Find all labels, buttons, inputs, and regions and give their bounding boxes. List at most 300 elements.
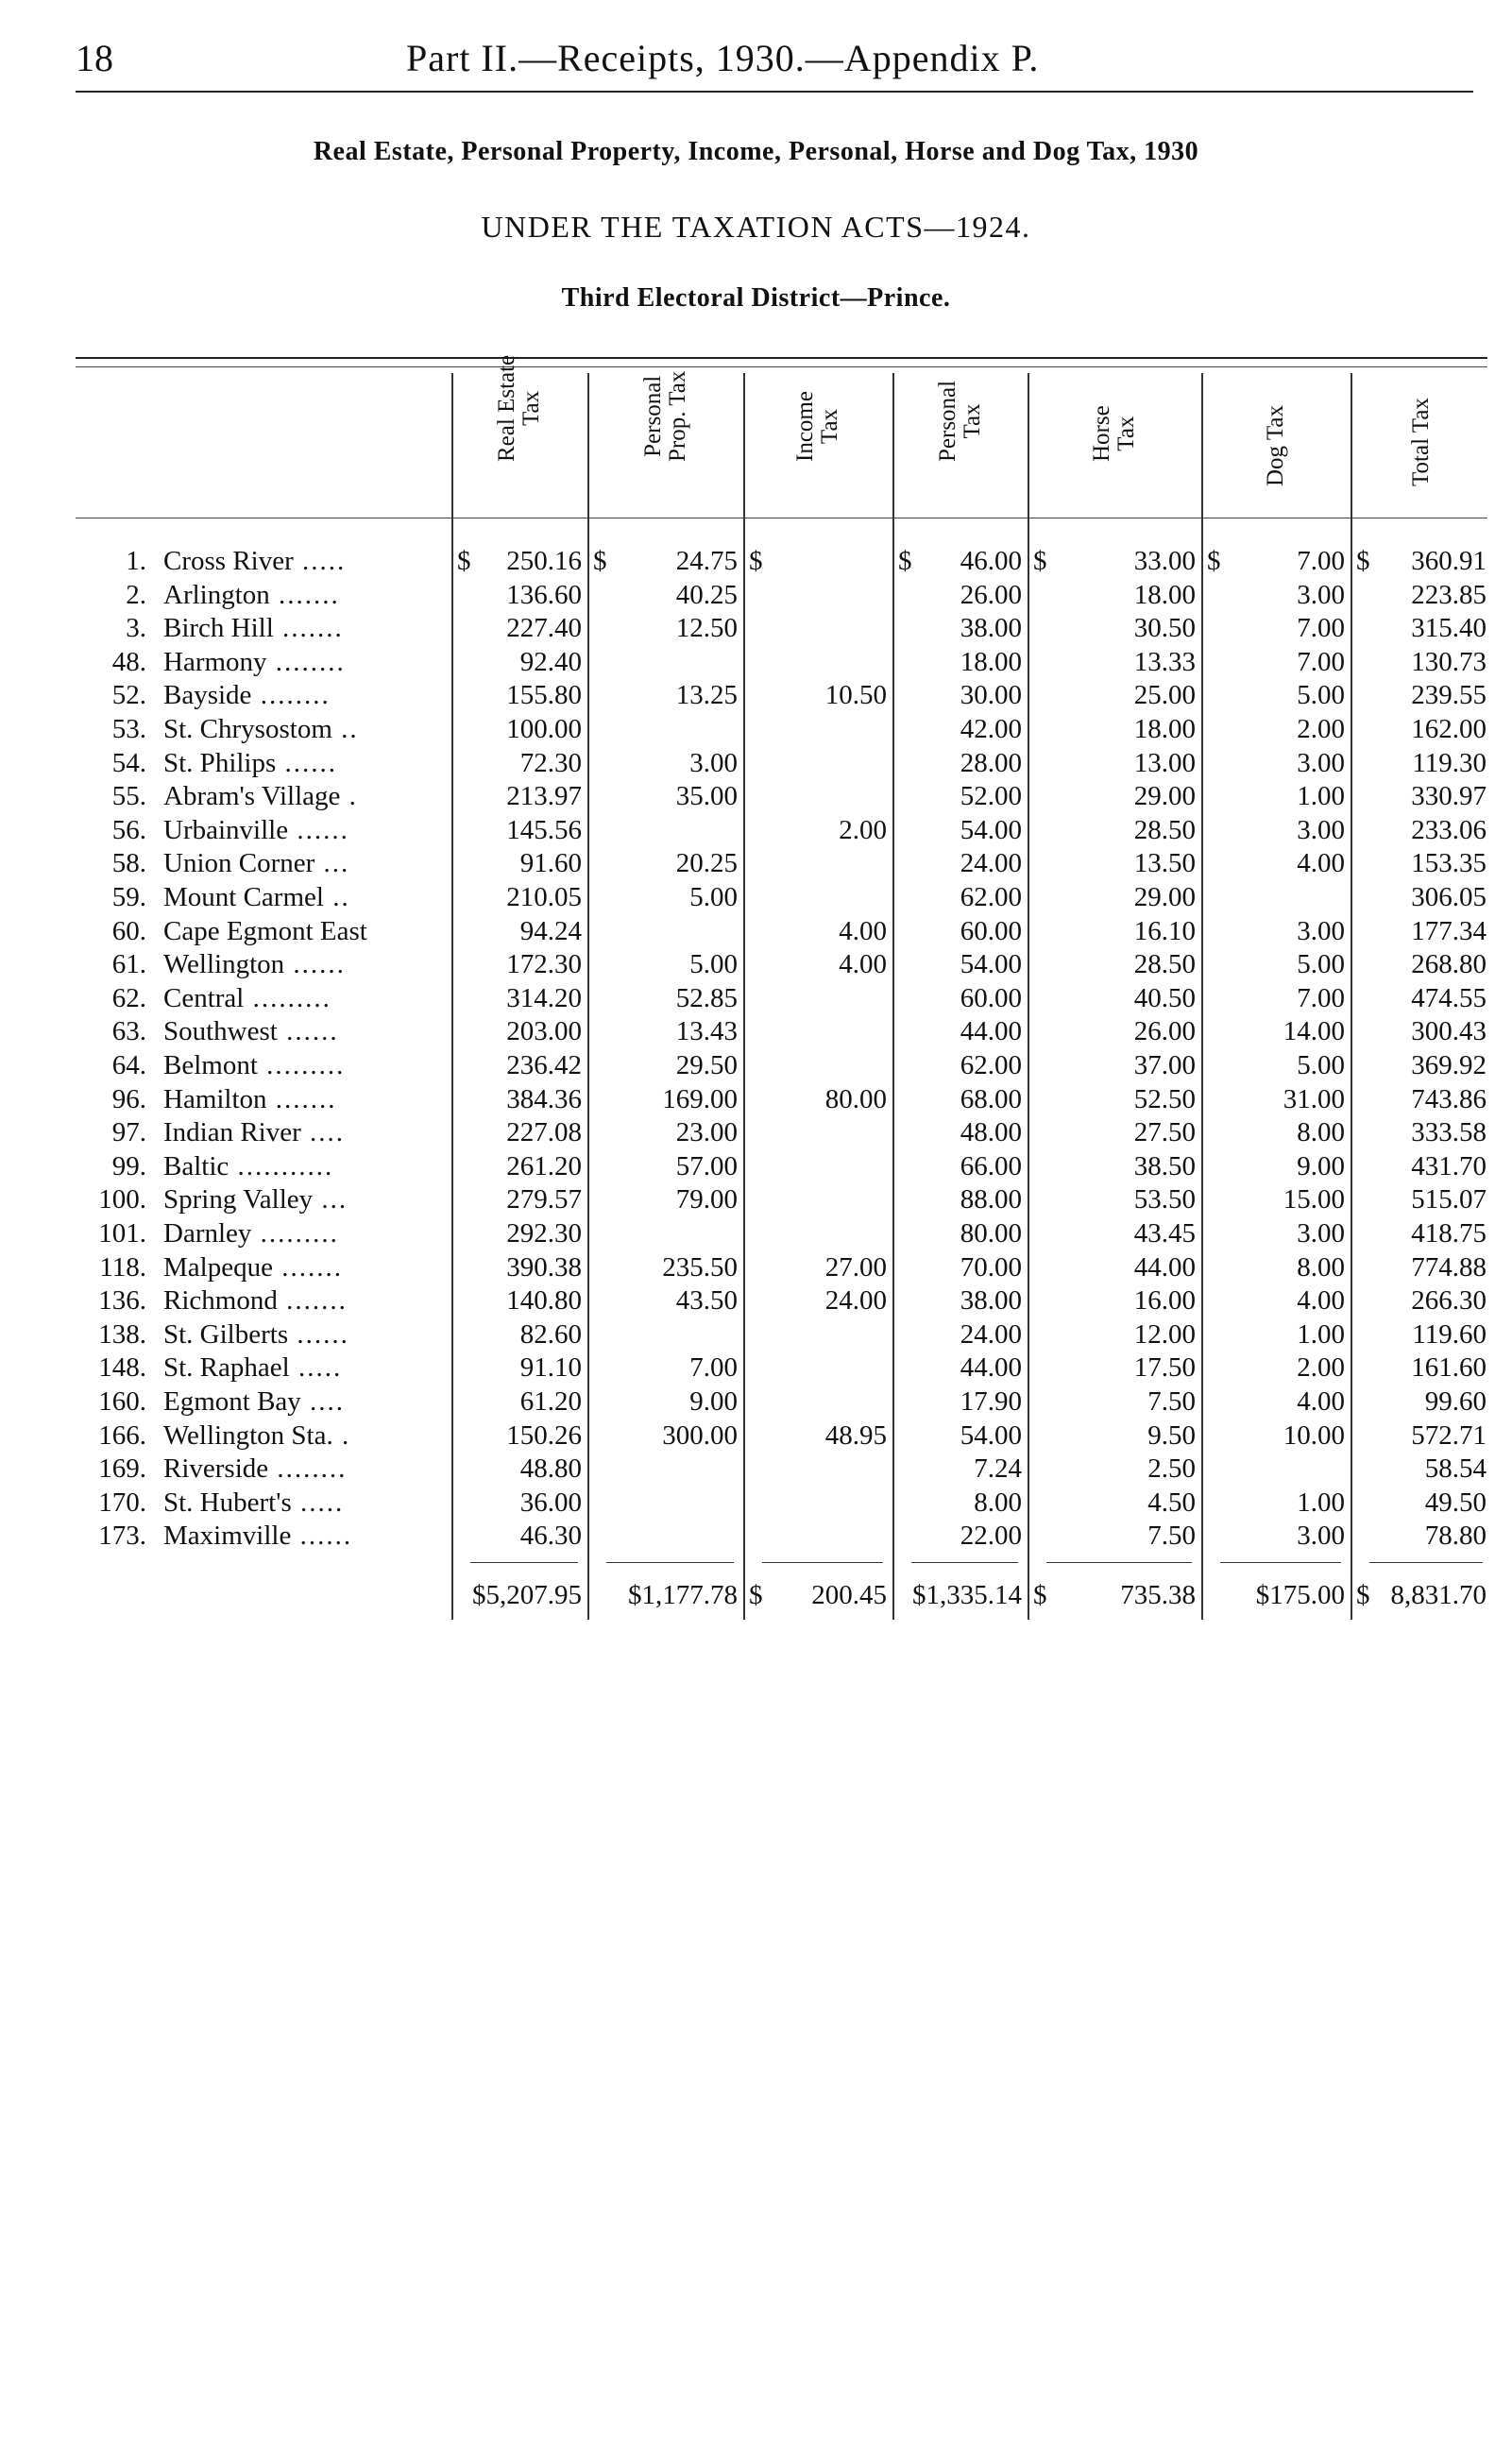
dot-leader: ....... xyxy=(266,1083,337,1114)
column-header xyxy=(743,371,892,511)
cell-real: 250.16 xyxy=(506,546,582,576)
column-header-line: Tax xyxy=(518,390,544,426)
cell-dog: 4.00 xyxy=(1297,848,1345,879)
cell-dog: 7.00 xyxy=(1297,646,1345,677)
cell-prop: 57.00 xyxy=(675,1150,738,1181)
cell-horse: 13.33 xyxy=(1133,646,1196,677)
cell-horse: 27.50 xyxy=(1133,1117,1196,1148)
table-top-rule xyxy=(76,357,1487,359)
total-prop: $1,177.78 xyxy=(628,1580,738,1610)
dot-leader: ........... xyxy=(229,1150,334,1181)
cell-horse: 28.50 xyxy=(1133,949,1196,980)
row-number: 59. xyxy=(111,882,146,912)
cell-dog: 15.00 xyxy=(1283,1184,1345,1215)
column-header-label xyxy=(1409,398,1434,486)
cell-income: 27.00 xyxy=(824,1251,887,1283)
district-name xyxy=(163,815,447,846)
cell-dog: 5.00 xyxy=(1297,949,1345,980)
cell-dog: 1.00 xyxy=(1297,1318,1345,1350)
column-header xyxy=(587,371,743,511)
totals-rule xyxy=(1046,1562,1192,1563)
cell-prop: 52.85 xyxy=(675,982,738,1013)
cell-real: 210.05 xyxy=(506,882,582,912)
cell-income: 48.95 xyxy=(824,1419,887,1451)
table-row xyxy=(0,1521,1512,1554)
cell-dog: 3.00 xyxy=(1297,747,1345,778)
column-header xyxy=(451,354,587,511)
district-name xyxy=(163,1420,447,1452)
cell-horse: 44.00 xyxy=(1133,1251,1196,1283)
cell-dog: 5.00 xyxy=(1297,680,1345,711)
cell-horse: 26.00 xyxy=(1133,1016,1196,1047)
dot-leader: ....... xyxy=(277,1285,348,1317)
row-number: 169. xyxy=(98,1453,146,1485)
cell-prop: 40.25 xyxy=(675,579,738,610)
row-number: 54. xyxy=(111,747,146,778)
cell-personal: 80.00 xyxy=(960,1218,1022,1249)
cell-dog: 3.00 xyxy=(1297,579,1345,610)
table-row xyxy=(0,916,1512,949)
column-header-line: Tax xyxy=(959,403,985,439)
district-name xyxy=(163,983,447,1014)
cell-total: 315.40 xyxy=(1411,613,1487,644)
cell-prop: 43.50 xyxy=(675,1285,738,1317)
cell-personal: 60.00 xyxy=(960,982,1022,1013)
cell-horse: 12.00 xyxy=(1133,1318,1196,1350)
district-name xyxy=(163,949,447,980)
dollar-sign: $ xyxy=(898,546,912,576)
cell-personal: 30.00 xyxy=(960,680,1022,711)
district-name xyxy=(163,916,447,947)
cell-personal: 62.00 xyxy=(960,882,1022,912)
row-number: 48. xyxy=(111,646,146,677)
cell-real: 390.38 xyxy=(506,1251,582,1283)
cell-income: 4.00 xyxy=(839,949,887,980)
cell-personal: 88.00 xyxy=(960,1184,1022,1215)
dot-leader: ..... xyxy=(289,1352,343,1384)
district-name xyxy=(163,1453,447,1485)
cell-horse: 52.50 xyxy=(1133,1083,1196,1114)
table-row xyxy=(0,1184,1512,1217)
district-name-text: Malpeque xyxy=(163,1251,273,1283)
cell-income: 4.00 xyxy=(839,915,887,946)
cell-prop: 5.00 xyxy=(689,949,738,980)
column-header-label xyxy=(641,371,690,462)
cell-dog: 1.00 xyxy=(1297,781,1345,812)
totals-rule xyxy=(911,1562,1018,1563)
cell-real: 384.36 xyxy=(506,1083,582,1114)
table-row xyxy=(0,1386,1512,1419)
cell-total: 369.92 xyxy=(1411,1050,1487,1080)
cell-dog: 31.00 xyxy=(1283,1083,1345,1114)
column-header xyxy=(1351,371,1492,511)
district-name-text: Riverside xyxy=(163,1453,269,1485)
cell-horse: 7.50 xyxy=(1147,1521,1196,1552)
district-name-text: Central xyxy=(163,982,245,1013)
table-row xyxy=(0,1016,1512,1049)
cell-total: 333.58 xyxy=(1411,1117,1487,1148)
table-title: Real Estate, Personal Property, Income, Personal, Horse and Dog Tax, 1930 xyxy=(313,137,1199,166)
district-name xyxy=(163,1218,447,1249)
running-title: Part II.—Receipts, 1930.—Appendix P. xyxy=(406,37,1040,79)
cell-dog: 3.00 xyxy=(1297,1521,1345,1552)
cell-horse: 40.50 xyxy=(1133,982,1196,1013)
table-row xyxy=(0,546,1512,579)
cell-dog: 10.00 xyxy=(1283,1419,1345,1451)
district-name-text: Egmont Bay xyxy=(163,1386,301,1417)
cell-dog: 7.00 xyxy=(1297,982,1345,1013)
district-name xyxy=(163,781,447,812)
table-row xyxy=(0,1285,1512,1318)
district-name-text: Mount Carmel xyxy=(163,882,324,912)
cell-real: 172.30 xyxy=(506,949,582,980)
cell-dog: 2.00 xyxy=(1297,1352,1345,1384)
table-row xyxy=(0,748,1512,781)
cell-total: 431.70 xyxy=(1411,1150,1487,1181)
row-number: 148. xyxy=(98,1352,146,1384)
dot-leader: ... xyxy=(313,1184,348,1215)
cell-real: 72.30 xyxy=(519,747,582,778)
row-number: 3. xyxy=(126,613,146,644)
district-name xyxy=(163,680,447,711)
cell-total: 233.06 xyxy=(1411,814,1487,845)
district-name xyxy=(163,613,447,644)
cell-horse: 16.10 xyxy=(1133,915,1196,946)
cell-total: 49.50 xyxy=(1424,1487,1487,1518)
cell-prop: 29.50 xyxy=(675,1050,738,1080)
district-name-text: St. Hubert's xyxy=(163,1487,292,1518)
cell-prop: 13.43 xyxy=(675,1016,738,1047)
cell-dog: 4.00 xyxy=(1297,1285,1345,1317)
cell-real: 227.08 xyxy=(506,1117,582,1148)
cell-personal: 68.00 xyxy=(960,1083,1022,1114)
cell-prop: 300.00 xyxy=(662,1419,738,1451)
district-name-text: St. Raphael xyxy=(163,1352,290,1384)
district-name xyxy=(163,1352,447,1384)
district-name xyxy=(163,882,447,913)
cell-personal: 28.00 xyxy=(960,747,1022,778)
cell-total: 78.80 xyxy=(1424,1521,1487,1552)
cell-personal: 44.00 xyxy=(960,1352,1022,1384)
dollar-sign: $ xyxy=(593,546,607,576)
cell-personal: 17.90 xyxy=(960,1386,1022,1417)
row-number: 166. xyxy=(98,1419,146,1451)
cell-dog: 3.00 xyxy=(1297,814,1345,845)
cell-personal: 26.00 xyxy=(960,579,1022,610)
cell-horse: 13.00 xyxy=(1133,747,1196,778)
cell-total: 306.05 xyxy=(1411,882,1487,912)
district-name-text: Indian River xyxy=(163,1117,301,1148)
district-name xyxy=(163,1016,447,1047)
cell-total: 330.97 xyxy=(1411,781,1487,812)
district-name-text: Darnley xyxy=(163,1218,252,1249)
district-name xyxy=(163,1151,447,1182)
row-number: 101. xyxy=(98,1218,146,1249)
district-name-text: Richmond xyxy=(163,1285,278,1317)
cell-horse: 29.00 xyxy=(1133,882,1196,912)
row-number: 170. xyxy=(98,1487,146,1518)
row-number: 160. xyxy=(98,1386,146,1417)
cell-real: 46.30 xyxy=(519,1521,582,1552)
cell-income: 10.50 xyxy=(824,680,887,711)
totals-rule xyxy=(762,1562,883,1563)
column-header-line: Dog Tax xyxy=(1263,405,1288,486)
row-number: 53. xyxy=(111,714,146,744)
dot-leader: ......... xyxy=(244,982,331,1013)
cell-dog: 4.00 xyxy=(1297,1386,1345,1417)
cell-prop: 169.00 xyxy=(662,1083,738,1114)
table-row xyxy=(0,1050,1512,1083)
cell-dog: 3.00 xyxy=(1297,1218,1345,1249)
cell-personal: 54.00 xyxy=(960,1419,1022,1451)
cell-real: 94.24 xyxy=(519,915,582,946)
table-row xyxy=(0,1151,1512,1184)
cell-personal: 22.00 xyxy=(960,1521,1022,1552)
table-row xyxy=(0,1352,1512,1385)
district-name xyxy=(163,647,447,678)
row-number: 138. xyxy=(98,1318,146,1350)
cell-horse: 37.00 xyxy=(1133,1050,1196,1080)
cell-prop: 23.00 xyxy=(675,1117,738,1148)
cell-prop: 9.00 xyxy=(689,1386,738,1417)
column-header-line: Personal xyxy=(934,380,960,462)
head-rule xyxy=(76,91,1473,93)
dot-leader: ......... xyxy=(251,1218,339,1249)
cell-personal: 8.00 xyxy=(974,1487,1022,1518)
cell-personal: 54.00 xyxy=(960,814,1022,845)
cell-income: 2.00 xyxy=(839,814,887,845)
cell-total: 119.60 xyxy=(1412,1318,1487,1350)
row-number: 64. xyxy=(111,1050,146,1080)
column-header-line: Prop. Tax xyxy=(664,370,690,462)
cell-personal: 48.00 xyxy=(960,1117,1022,1148)
total-sign: $ xyxy=(749,1580,763,1610)
cell-prop: 79.00 xyxy=(675,1184,738,1215)
cell-income: 24.00 xyxy=(824,1285,887,1317)
total-real: $5,207.95 xyxy=(472,1580,582,1610)
table-top-rule-thin xyxy=(76,366,1487,367)
cell-total: 266.30 xyxy=(1411,1285,1487,1317)
cell-dog: 9.00 xyxy=(1297,1150,1345,1181)
cell-real: 279.57 xyxy=(506,1184,582,1215)
row-number: 58. xyxy=(111,848,146,879)
cell-horse: 4.50 xyxy=(1147,1487,1196,1518)
cell-total: 162.00 xyxy=(1411,714,1487,744)
cell-personal: 24.00 xyxy=(960,1318,1022,1350)
cell-personal: 66.00 xyxy=(960,1150,1022,1181)
district-name-text: St. Philips xyxy=(163,747,277,778)
district-name-text: Urbainville xyxy=(163,814,289,845)
district-name xyxy=(163,1386,447,1418)
cell-prop: 24.75 xyxy=(675,546,738,576)
dot-leader: ...... xyxy=(277,1016,339,1047)
district-name-text: Cape Egmont East xyxy=(163,915,367,946)
district-name xyxy=(163,848,447,879)
dollar-sign: $ xyxy=(457,546,471,576)
district-name-text: Cross River xyxy=(163,546,294,576)
cell-dog: 7.00 xyxy=(1297,546,1345,576)
district-name xyxy=(163,1117,447,1148)
cell-real: 145.56 xyxy=(506,814,582,845)
district-name-text: Union Corner xyxy=(163,848,315,879)
dot-leader: ........ xyxy=(268,1453,348,1485)
district-heading: Third Electoral District—Prince. xyxy=(561,283,951,313)
column-header-label xyxy=(495,355,544,462)
dot-leader: .. xyxy=(331,714,359,744)
total-personal: $1,335.14 xyxy=(912,1580,1022,1610)
dot-leader: ... xyxy=(314,848,350,879)
dot-leader: ...... xyxy=(276,747,338,778)
table-row xyxy=(0,647,1512,680)
district-name xyxy=(163,546,447,577)
cell-horse: 53.50 xyxy=(1133,1184,1196,1215)
column-header-line: Income xyxy=(792,391,818,462)
dot-leader: ..... xyxy=(293,546,347,576)
district-name xyxy=(163,1050,447,1081)
table-row xyxy=(0,1218,1512,1251)
cell-dog: 8.00 xyxy=(1297,1251,1345,1283)
cell-real: 136.60 xyxy=(506,579,582,610)
cell-dog: 1.00 xyxy=(1297,1487,1345,1518)
table-row xyxy=(0,983,1512,1016)
table-row xyxy=(0,613,1512,646)
cell-total: 300.43 xyxy=(1411,1016,1487,1047)
cell-real: 61.20 xyxy=(519,1386,582,1417)
district-name-text: Birch Hill xyxy=(163,613,274,644)
cell-total: 161.60 xyxy=(1411,1352,1487,1384)
totals-rule xyxy=(470,1562,578,1563)
district-name xyxy=(163,1521,447,1552)
cell-horse: 18.00 xyxy=(1133,579,1196,610)
total-sign: $ xyxy=(1033,1580,1047,1610)
cell-real: 150.26 xyxy=(506,1419,582,1451)
totals-rule xyxy=(1369,1562,1483,1563)
cell-real: 292.30 xyxy=(506,1218,582,1249)
cell-horse: 28.50 xyxy=(1133,814,1196,845)
cell-total: 239.55 xyxy=(1411,680,1487,711)
row-number: 60. xyxy=(111,915,146,946)
cell-real: 314.20 xyxy=(506,982,582,1013)
dot-leader: ...... xyxy=(288,1318,349,1350)
dot-leader: ........ xyxy=(251,680,331,711)
district-name xyxy=(163,748,447,779)
district-name-text: Hamilton xyxy=(163,1083,267,1114)
cell-prop: 5.00 xyxy=(689,882,738,912)
cell-real: 236.42 xyxy=(506,1050,582,1080)
cell-prop: 20.25 xyxy=(675,848,738,879)
dot-leader: ...... xyxy=(291,1521,353,1552)
dot-leader: .... xyxy=(300,1386,346,1417)
cell-total: 474.55 xyxy=(1411,982,1487,1013)
row-number: 56. xyxy=(111,814,146,845)
cell-total: 418.75 xyxy=(1411,1218,1487,1249)
cell-personal: 62.00 xyxy=(960,1050,1022,1080)
district-name-text: Arlington xyxy=(163,579,270,610)
dot-leader: . xyxy=(340,781,358,812)
district-name-text: Wellington xyxy=(163,949,285,980)
table-row xyxy=(0,815,1512,848)
cell-horse: 9.50 xyxy=(1147,1419,1196,1451)
table-row xyxy=(0,680,1512,713)
cell-total: 360.91 xyxy=(1411,546,1487,576)
dot-leader: . xyxy=(332,1419,351,1451)
cell-personal: 18.00 xyxy=(960,646,1022,677)
cell-prop: 13.25 xyxy=(675,680,738,711)
district-name xyxy=(163,714,447,745)
row-number: 62. xyxy=(111,982,146,1013)
cell-horse: 29.00 xyxy=(1133,781,1196,812)
table-row xyxy=(0,949,1512,982)
cell-total: 119.30 xyxy=(1412,747,1487,778)
cell-dog: 7.00 xyxy=(1297,613,1345,644)
cell-horse: 25.00 xyxy=(1133,680,1196,711)
district-name xyxy=(163,1487,447,1519)
district-name xyxy=(163,1252,447,1283)
dot-leader: ....... xyxy=(272,1251,343,1283)
row-number: 97. xyxy=(111,1117,146,1148)
cell-dog: 14.00 xyxy=(1283,1016,1345,1047)
dot-leader: ..... xyxy=(291,1487,345,1518)
table-row xyxy=(0,1084,1512,1117)
totals-row xyxy=(0,1580,1512,1613)
cell-personal: 46.00 xyxy=(960,546,1022,576)
table-row xyxy=(0,1319,1512,1352)
cell-real: 203.00 xyxy=(506,1016,582,1047)
dollar-sign: $ xyxy=(1033,546,1047,576)
cell-personal: 38.00 xyxy=(960,1285,1022,1317)
column-header-line: Tax xyxy=(817,408,842,445)
district-name-text: Bayside xyxy=(163,680,252,711)
cell-real: 36.00 xyxy=(519,1487,582,1518)
dot-leader: .. xyxy=(323,882,350,912)
district-name-text: Wellington Sta. xyxy=(163,1419,333,1451)
column-header-line: Tax xyxy=(1113,416,1139,451)
cell-personal: 44.00 xyxy=(960,1016,1022,1047)
cell-prop: 12.50 xyxy=(675,613,738,644)
cell-prop: 235.50 xyxy=(662,1251,738,1283)
cell-horse: 43.45 xyxy=(1133,1218,1196,1249)
dollar-sign: $ xyxy=(1356,546,1370,576)
column-header-label xyxy=(1090,405,1139,462)
dot-leader: ......... xyxy=(257,1050,346,1080)
district-name-text: Baltic xyxy=(163,1150,229,1181)
table-row xyxy=(0,714,1512,747)
table-row xyxy=(0,848,1512,881)
district-name-text: Southwest xyxy=(163,1016,278,1047)
table-row xyxy=(0,882,1512,915)
table-row xyxy=(0,1453,1512,1487)
dot-leader: ...... xyxy=(284,949,346,980)
column-header-label xyxy=(793,391,842,462)
cell-dog: 5.00 xyxy=(1297,1050,1345,1080)
cell-real: 48.80 xyxy=(519,1453,582,1485)
table-row xyxy=(0,580,1512,613)
column-header-label xyxy=(1264,405,1288,486)
row-number: 2. xyxy=(126,579,146,610)
column-header xyxy=(1028,371,1201,511)
cell-prop: 35.00 xyxy=(675,781,738,812)
cell-real: 92.40 xyxy=(519,646,582,677)
cell-real: 213.97 xyxy=(506,781,582,812)
district-name-text: Abram's Village xyxy=(163,781,341,812)
dot-leader: .... xyxy=(300,1117,346,1148)
row-number: 100. xyxy=(98,1184,146,1215)
total-total: 8,831.70 xyxy=(1390,1580,1487,1610)
cell-personal: 42.00 xyxy=(960,714,1022,744)
cell-personal: 52.00 xyxy=(960,781,1022,812)
cell-personal: 70.00 xyxy=(960,1251,1022,1283)
cell-horse: 7.50 xyxy=(1147,1386,1196,1417)
